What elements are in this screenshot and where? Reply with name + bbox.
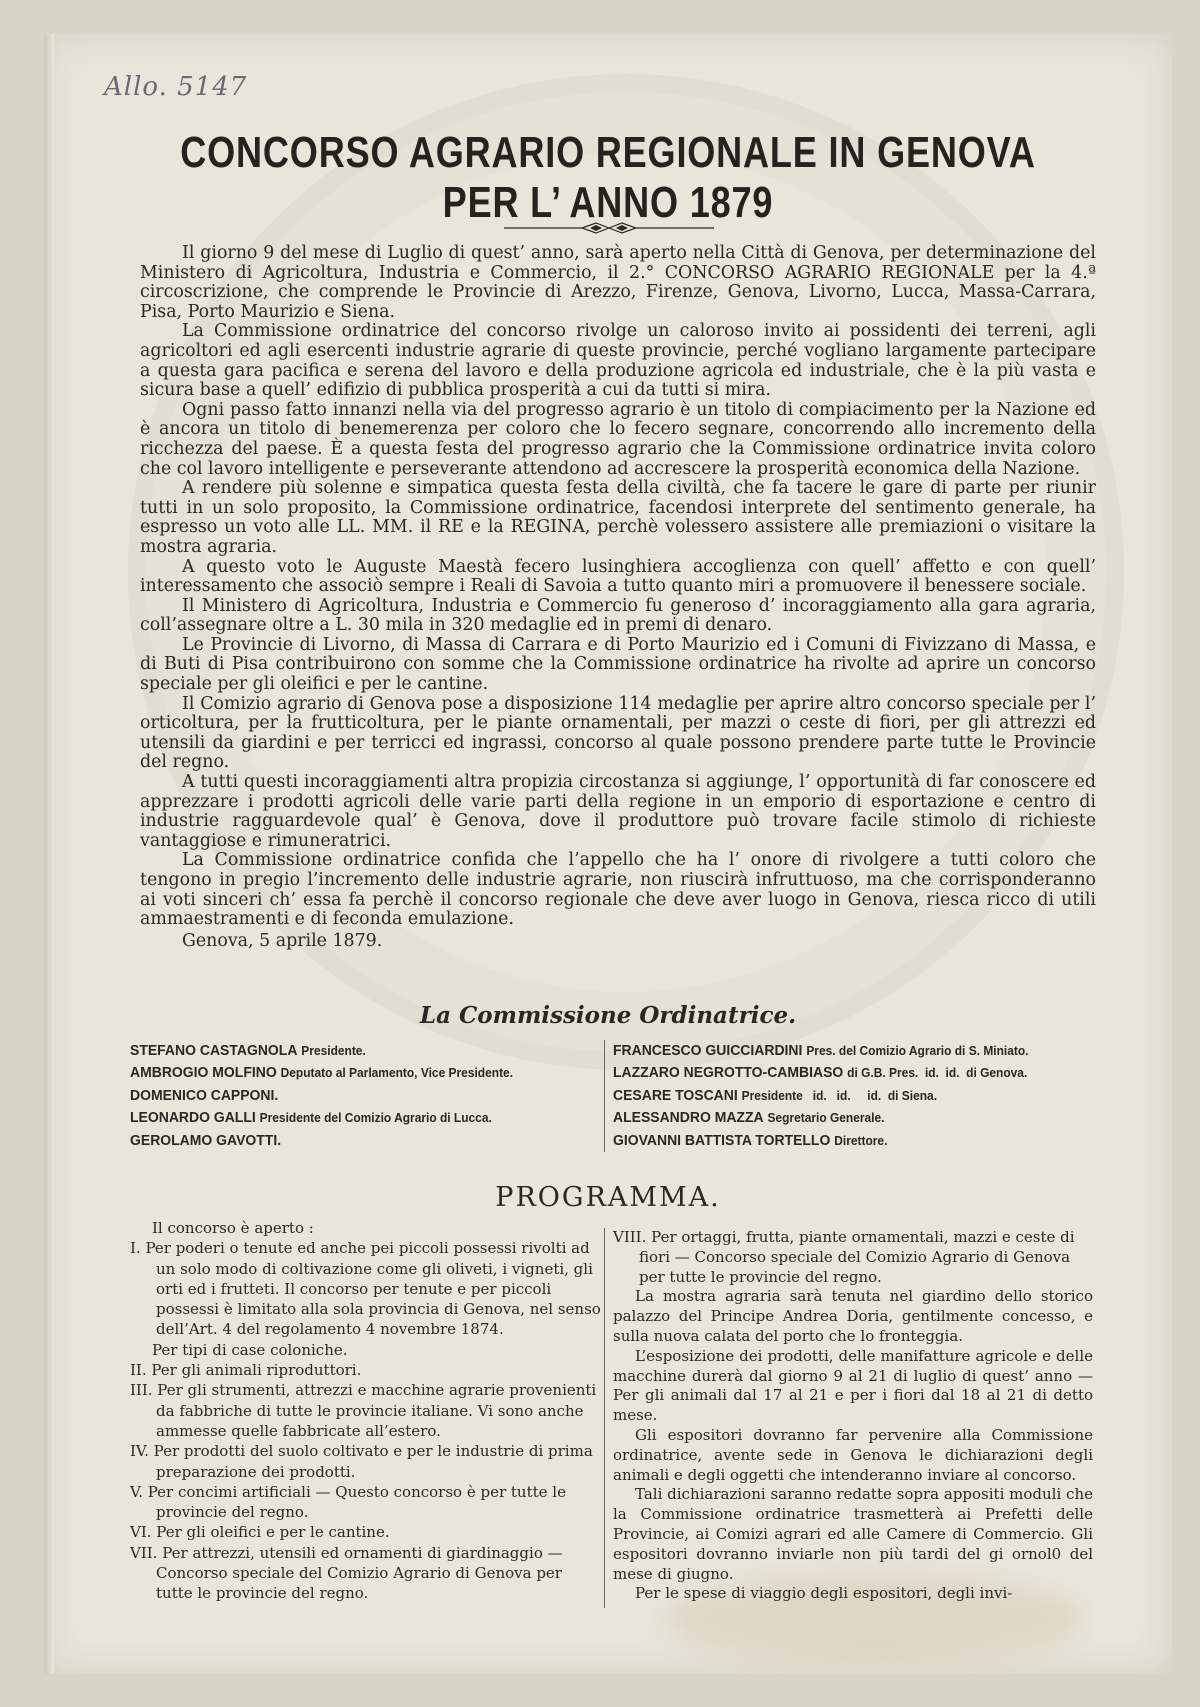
programma-heading: PROGRAMMA. [495, 1182, 721, 1213]
member-entry [613, 1130, 1064, 1152]
member-role: Pres. del Comizio Agrario di S. Miniato. [806, 1043, 1029, 1058]
member-entry [130, 1130, 570, 1152]
member-entry [130, 1085, 570, 1107]
member-name: STEFANO CASTAGNOLA [130, 1042, 298, 1059]
intro-paragraph: A rendere più solenne e simpatica questa festa della civiltà, che fa tacere le gare di parte per riunir tutti in un solo proposito, la Commissione ordinatrice, facendosi interprete del sentimento generale, ha espresso un voto alle LL. MM. il RE e la REGINA, perchè volessero assistere alle premiazioni o visitare la mostra agraria. [140, 478, 1096, 557]
page-title: CONCORSO AGRARIO REGIONALE IN GENOVA PER L’ ANNO 1879 [180, 128, 1036, 227]
programma-paragraph: Per le spese di viaggio degli espositori, degli invi- [635, 1584, 1013, 1603]
programma-paragraph: La mostra agraria sarà tenuta nel giardino dello storico palazzo del Principe Andrea Doria, gentilmente concesso, e sulla nuova calata del porto che lo fronteggia. [613, 1287, 1093, 1345]
programma-paragraph: Gli espositori dovranno far pervenire alla Commissione ordinatrice, avente sede in Genova le dichiarazioni degli animali e degli oggetti che intenderanno inviare al concorso. [613, 1425, 1093, 1484]
member-entry [613, 1062, 1064, 1084]
programma-item: II. Per gli animali riproduttori. [130, 1361, 362, 1380]
accession-number: Allo. 5147 [104, 72, 248, 102]
member-name: FRANCESCO GUICCIARDINI [613, 1042, 803, 1059]
programma-item: VII. Per attrezzi, utensili ed ornamenti di giardinaggio — Concorso speciale del Comizio Agrario di Genova per tutte le provincie del regno. [130, 1543, 563, 1603]
programma-paragraph: Il concorso è aperto : [152, 1219, 314, 1237]
intro-paragraph: A questo voto le Auguste Maestà fecero lusinghiera accoglienza con quell’ affetto e con quell’ interessamento che associò sempre i Reali di Savoia a tutto quanto miri a promuovere il benessere sociale. [140, 556, 1096, 597]
intro-paragraph: Il Comizio agrario di Genova pose a disposizione 114 medaglie per aprire altro concorso speciale per l’ orticoltura, per la frutticoltura, per le piante ornamentali, per mazzi o ceste di fiori, per gli attrezzi ed utensili da giardini e per terricci ed ingrassi, concorso al quale possono prendere parte tutte le Provincie del regno. [140, 693, 1096, 773]
intro-text [140, 244, 1096, 951]
member-entry [613, 1040, 1064, 1062]
intro-paragraph: A tutti questi incoraggiamenti altra propizia circostanza si aggiunge, l’ opportunità di far conoscere ed apprezzare i prodotti agricoli delle varie parti della regione in un emporio di esportazione e centro di industrie ragguardevole qual’ è Genova, dove il produttore può trovare facile stimolo di richieste vantaggiose e rimuneratrici. [140, 772, 1096, 851]
programma-paragraph: Per tipi di case coloniche. [152, 1340, 348, 1359]
programma-paragraph: L’esposizione dei prodotti, delle manifatture agricole e delle macchine durerà dal giorno 9 al 21 di luglio di quest’ anno — Per gli animali dal 17 al 21 e per i fiori dal 18 al 21 di detto mese. [613, 1346, 1093, 1425]
commission-heading: La Commissione Ordinatrice. [419, 1002, 797, 1029]
member-name: LAZZARO NEGROTTO-CAMBIASO [613, 1064, 844, 1082]
members-right-column [604, 1040, 1103, 1152]
programma-item: VIII. Per ortaggi, frutta, piante ornamentali, mazzi e ceste di fiori — Concorso speciale del Comizio Agrario di Genova per tutte le provincie del regno. [613, 1228, 1075, 1286]
intro-paragraph: La Commissione ordinatrice confida che l’appello che ha l’ onore di rivolgere a tutti coloro che tengono in pregio l’incremento delle industrie agrarie, non riuscirà infruttuoso, ma che corrisponderanno ai voti sinceri ch’ essa fa perchè il concorso regionale che deve aver luogo in Genova, riesca ricco di utili ammaestramenti e di feconda emulazione. [140, 850, 1096, 930]
intro-paragraph: La Commissione ordinatrice del concorso rivolge un caloroso invito ai possidenti dei terreni, agli agricoltori ed agli esercenti industrie agrarie di queste provincie, perché vogliano largamente partecipare a questa gara pacifica e serena del lavoro e della produzione agricola ed industriale, che è la più vasta e sicura base a quell’ edifizio di pubblica prosperità a cui da tutti si mira. [140, 321, 1096, 401]
member-name: DOMENICO CAPPONI. [130, 1086, 279, 1104]
programma-item: V. Per concimi artificiali — Questo concorso è per tutte le provincie del regno. [130, 1482, 566, 1522]
ornament-divider-icon [504, 220, 714, 236]
member-role: Presidente id. id. id. di Siena. [741, 1087, 938, 1103]
intro-paragraph: Il giorno 9 del mese di Luglio di quest’ anno, sarà aperto nella Città di Genova, per determinazione del Ministero di Agricoltura, Industria e Commercio, il 2.° CONCORSO AGRARIO REGIONALE per la 4.ª circoscrizione, che comprende le Provincie di Arezzo, Firenze, Genova, Livorno, Lucca, Massa-Carrara, Pisa, Porto Maurizio e Siena. [140, 243, 1096, 322]
member-entry [130, 1062, 570, 1084]
intro-paragraph: Ogni passo fatto innanzi nella via del progresso agrario è un titolo di compiacimento per la Nazione ed è ancora un titolo di benemerenza per coloro che lo fecero segnare, concorrendo allo incremento della ricchezza del paese. È a questa festa del progresso agrario che la Commissione ordinatrice invita coloro che col lavoro intelligente e perseverante attendono ad accrescere la prosperità economica della Nazione. [140, 399, 1096, 479]
programma-item: VI. Per gli oleifici e per le cantine. [130, 1523, 390, 1542]
programma-item: III. Per gli strumenti, attrezzi e macchine agrarie provenienti da fabbriche di tutte le provincie italiane. Vi sono anche ammesse quelle fabbricate all’estero. [130, 1381, 597, 1440]
member-role: di G.B. Pres. id. id. di Genova. [847, 1065, 1028, 1081]
programma-left-column [130, 1218, 602, 1604]
member-name: GIOVANNI BATTISTA TORTELLO [613, 1131, 831, 1149]
programma-item: I. Per poderi o tenute ed anche pei piccoli possessi rivolti ad un solo modo di coltivazione come gli oliveti, i vigneti, gli orti ed i frutteti. Il concorso per tenute e per piccoli possessi è limitato alla sola provincia di Genova, nel senso dell’Art. 4 del regolamento 4 novembre 1874. [130, 1239, 601, 1339]
member-name: ALESSANDRO MAZZA [613, 1109, 764, 1127]
date-line: Genova, 5 aprile 1879. [182, 930, 383, 951]
member-name: LEONARDO GALLI [130, 1109, 256, 1127]
member-entry [130, 1040, 570, 1062]
programma-right-column [604, 1228, 1093, 1608]
member-role: Direttore. [834, 1132, 888, 1148]
member-name: GEROLAMO GAVOTTI. [130, 1131, 282, 1149]
member-entry [130, 1107, 570, 1129]
programma-paragraph: Tali dichiarazioni saranno redatte sopra appositi moduli che la Commissione ordinatrice trasmetterà ai Prefetti delle Provincie, ai Comizi agrari ed alle Camere di Commercio. Gli espositori dovranno inviarle non più tardi del gi ornol0 del mese di giugno. [613, 1485, 1093, 1583]
member-entry [613, 1107, 1064, 1129]
intro-paragraph: Il Ministero di Agricoltura, Industria e Commercio fu generoso d’ incoraggiamento alla gara agraria, coll’assegnare oltre a L. 30 mila in 320 medaglie ed in premi di denaro. [140, 595, 1096, 636]
members-left-column [130, 1040, 608, 1152]
member-name: CESARE TOSCANI [613, 1086, 738, 1104]
member-role: Segretario Generale. [767, 1110, 885, 1126]
member-entry [613, 1085, 1064, 1107]
programma-item: IV. Per prodotti del suolo coltivato e per le industrie di prima preparazione dei prodotti. [130, 1442, 593, 1481]
member-role: Deputato al Parlamento, Vice Presidente. [280, 1065, 514, 1081]
document-page [44, 34, 1172, 1674]
member-name: AMBROGIO MOLFINO [130, 1064, 277, 1082]
member-role: Presidente. [301, 1043, 366, 1058]
intro-paragraph: Le Provincie di Livorno, di Massa di Carrara e di Porto Maurizio ed i Comuni di Fivizzano di Massa, e di Buti di Pisa contribuirono con somme che la Commissione ordinatrice ha rivolte ad aprire un concorso speciale per gli oleifici e per le cantine. [140, 634, 1096, 695]
member-role: Presidente del Comizio Agrario di Lucca. [259, 1110, 492, 1126]
page-fold-shadow [44, 34, 54, 1674]
